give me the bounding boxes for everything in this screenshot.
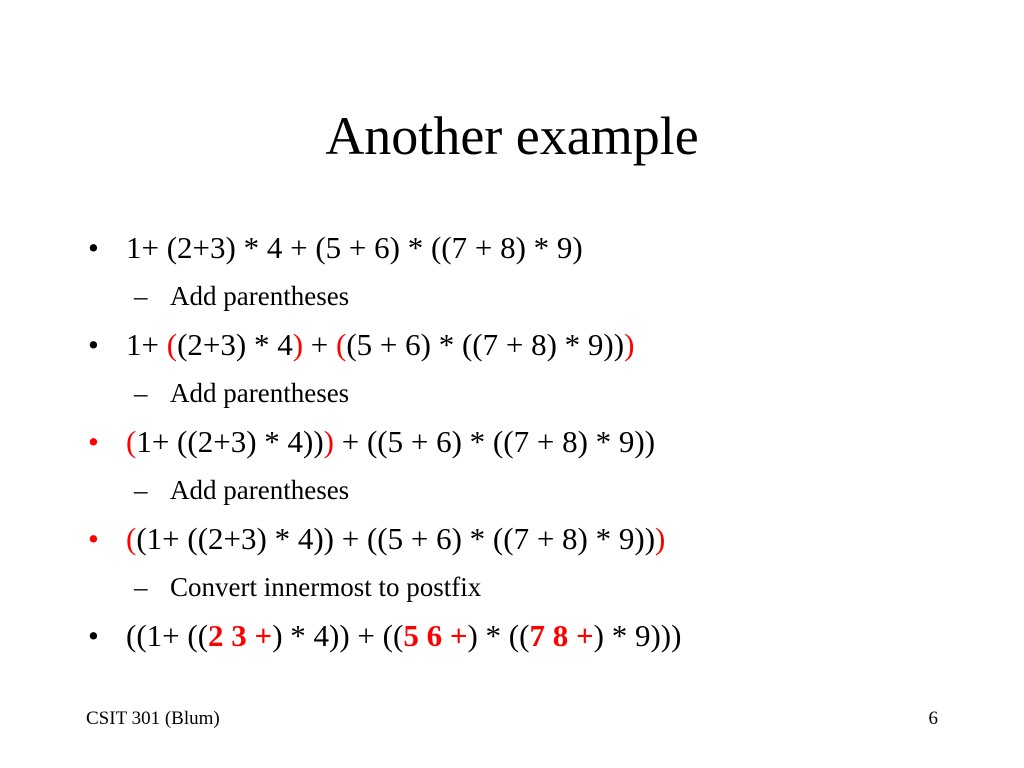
sub-item-text: Convert innermost to postfix bbox=[170, 572, 482, 602]
bullet-marker: • bbox=[88, 230, 99, 265]
highlighted-paren: ( bbox=[166, 327, 178, 362]
postfix-segment: 7 8 + bbox=[529, 618, 594, 653]
slide-content bbox=[88, 224, 1008, 660]
expr-segment: (5 + 6) * ((7 + 8) * 9)) bbox=[346, 327, 625, 362]
sub-item-text: Add parentheses bbox=[170, 475, 350, 505]
highlighted-paren: ) bbox=[292, 327, 304, 362]
bullet-marker: • bbox=[88, 327, 99, 362]
highlighted-paren: ( bbox=[126, 424, 137, 459]
dash-marker: – bbox=[134, 572, 148, 602]
dash-marker: – bbox=[134, 281, 148, 311]
sub-item-2 bbox=[88, 369, 1008, 418]
dash-marker: – bbox=[134, 378, 148, 408]
bullet-marker: • bbox=[88, 424, 99, 459]
sub-item-4 bbox=[88, 563, 1008, 612]
sub-item-1 bbox=[88, 272, 1008, 321]
dash-marker: – bbox=[134, 475, 148, 505]
sub-item-text: Add parentheses bbox=[170, 281, 350, 311]
bullet-item-4 bbox=[88, 515, 1008, 563]
slide-title: Another example bbox=[325, 106, 699, 166]
highlighted-paren: ) bbox=[624, 327, 635, 362]
expr-segment: ) * (( bbox=[467, 618, 530, 653]
expr-segment: ((1+ (( bbox=[126, 618, 209, 653]
expr-segment: (1+ ((2+3) * 4)) + ((5 + 6) * ((7 + 8) * 9)) bbox=[136, 521, 656, 556]
sub-item-3 bbox=[88, 466, 1008, 515]
bullet-item-3 bbox=[88, 418, 1008, 466]
highlighted-paren: ) bbox=[655, 521, 666, 556]
highlighted-paren: ( bbox=[126, 521, 137, 556]
sub-item-text: Add parentheses bbox=[170, 378, 350, 408]
bullet-item-5 bbox=[88, 612, 1008, 660]
footer-course-label: CSIT 301 (Blum) bbox=[86, 708, 220, 729]
expr-segment: ) * 9))) bbox=[593, 618, 682, 653]
postfix-segment: 5 6 + bbox=[403, 618, 468, 653]
bullet-text: 1+ (2+3) * 4 + (5 + 6) * ((7 + 8) * 9) bbox=[126, 230, 583, 265]
expr-segment: + bbox=[303, 327, 337, 362]
expr-segment: 1+ ((2+3) * 4)) bbox=[136, 424, 324, 459]
expr-segment: (2+3) * 4 bbox=[177, 327, 293, 362]
bullet-item-2 bbox=[88, 321, 1008, 369]
page-number: 6 bbox=[928, 708, 938, 729]
postfix-segment: 2 3 + bbox=[208, 618, 273, 653]
expr-segment: + ((5 + 6) * ((7 + 8) * 9)) bbox=[334, 424, 656, 459]
expr-segment: ) * 4)) + (( bbox=[272, 618, 404, 653]
expr-segment: 1+ bbox=[126, 327, 167, 362]
highlighted-paren: ) bbox=[323, 424, 334, 459]
highlighted-paren: ( bbox=[336, 327, 347, 362]
bullet-marker: • bbox=[88, 521, 99, 556]
bullet-item-1 bbox=[88, 224, 1008, 272]
bullet-marker: • bbox=[88, 618, 99, 653]
